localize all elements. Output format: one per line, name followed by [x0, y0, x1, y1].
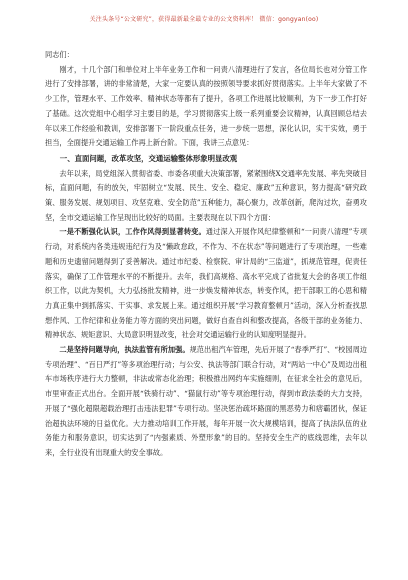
section-paragraph: 去年以来，局党组深入贯彻省委、市委各项重大决策部署，紧紧围绕X交通率先发展、率先突破目标，直面问题，有的放矢，牢固树立“发展、民生、安全、稳定、廉政”五种意识，努力提高“研究政策、服务发展、规划项目、攻坚克难、安全防范”五种能力，凝心聚力，改革创新，爬沟过坎，奋勇攻坚，全市交通运输工作呈现出比较好的局面。主要表现在以下四个方面：: [45, 168, 367, 222]
section-heading: 一、直面问题，改革攻坚，交通运输整体形象明显改观: [59, 153, 238, 163]
point-one-lead: 一是不断强化认识，工作作风得到显著转变。: [59, 227, 206, 237]
greeting: 同志们：: [45, 50, 74, 59]
document-body: [45, 48, 367, 461]
point-one-paragraph: [45, 225, 367, 343]
point-two-paragraph: [45, 343, 367, 461]
header-banner: 关注头条号“公文研究”，获得最新最全最专业的公文资料库！ 微信：gongyan(oo): [89, 16, 319, 23]
point-one-body: 通过深入开展作风纪律整顿和“一问责八清理”专项行动，对系统内各类违规违纪行为及“懒政怠政，不作为、不在状态”等问题进行了专项治理，一些难题和历史遗留问题得到了妥善解决。通过市纪委、检察院、审计局的“三监道”，抓规范管理，促责任落实，确保了工作管理水平的不断提升。去年，我们高规格、高水平完成了省批复大会的各项工作组织工作，以此为契机，大力弘扬批发精神，进一步焕发精神状态，转变作风，把干部职工的心思和精力真正集中到抓落实、干实事、求发展上来。通过组织开展“学习教育整顿月”活动，深入分析查找思想作风、工作纪律和业务能力等方面的突出问题，做好自查自纠和整改提高，各级干部的业务能力、精神状态、规矩意识、大局意识明显改变，社会对交通运输行业的认知度明显提升。: [45, 227, 367, 340]
point-two-body: 规范出租汽车管理，先后开展了“春季严打”、“校园周边专项治理”、“百日严打”等多项治理行动；与公安、执法等部门联合行动，对“两站一中心”及周边出租车市场秩序进行大力整顿，非法或常态化治理；积极推出网约车实施细则，在征求全社会的意见后，市里审查正式出台。全面开展“铁骑行动”、“猫鼠行动”等专项治理行动，得到市政法委的大力支持，开展了“强化超限超载治理打击违法犯罪”专项行动。坚决惩治疏坏路面的黑恶势力和痞霸团伙，保证治超执法环境的日益优化。大力推动培训工作开展，每年开展一次大规模培训，提高了执法队伍的业务能力和服务意识，切实达到了“内强素质、外塑形象”的目的。坚持安全生产的底线思维，去年以来，全行业没有出现重大的安全事故。: [45, 345, 367, 457]
point-two-lead: 二是坚持问题导向，执法监管有所加强。: [59, 345, 190, 355]
intro-paragraph: 刚才，十几个部门和单位对上半年业务工作和一问责八清理进行了发言，各位局长也对分管工作进行了安排部署，讲的非常清楚，大家一定要认真的按照领导要求抓好贯彻落实。上半年大家做了不少工作，管理水平、工作效率、精神状态等都有了提升，各项工作进展比较顺利，为下一步工作打好了基础。这次党组中心组学习主要目的是，学习贯彻落实上级一系列重要会议精神，认真回顾总结去年以来工作经验和教训，安排部署下一阶段重点任务，进一步统一思想，深化认识，实干实效，勇于担当，全面提升交通运输工作再上新台阶。下面，我讲三点意见：: [45, 64, 367, 148]
